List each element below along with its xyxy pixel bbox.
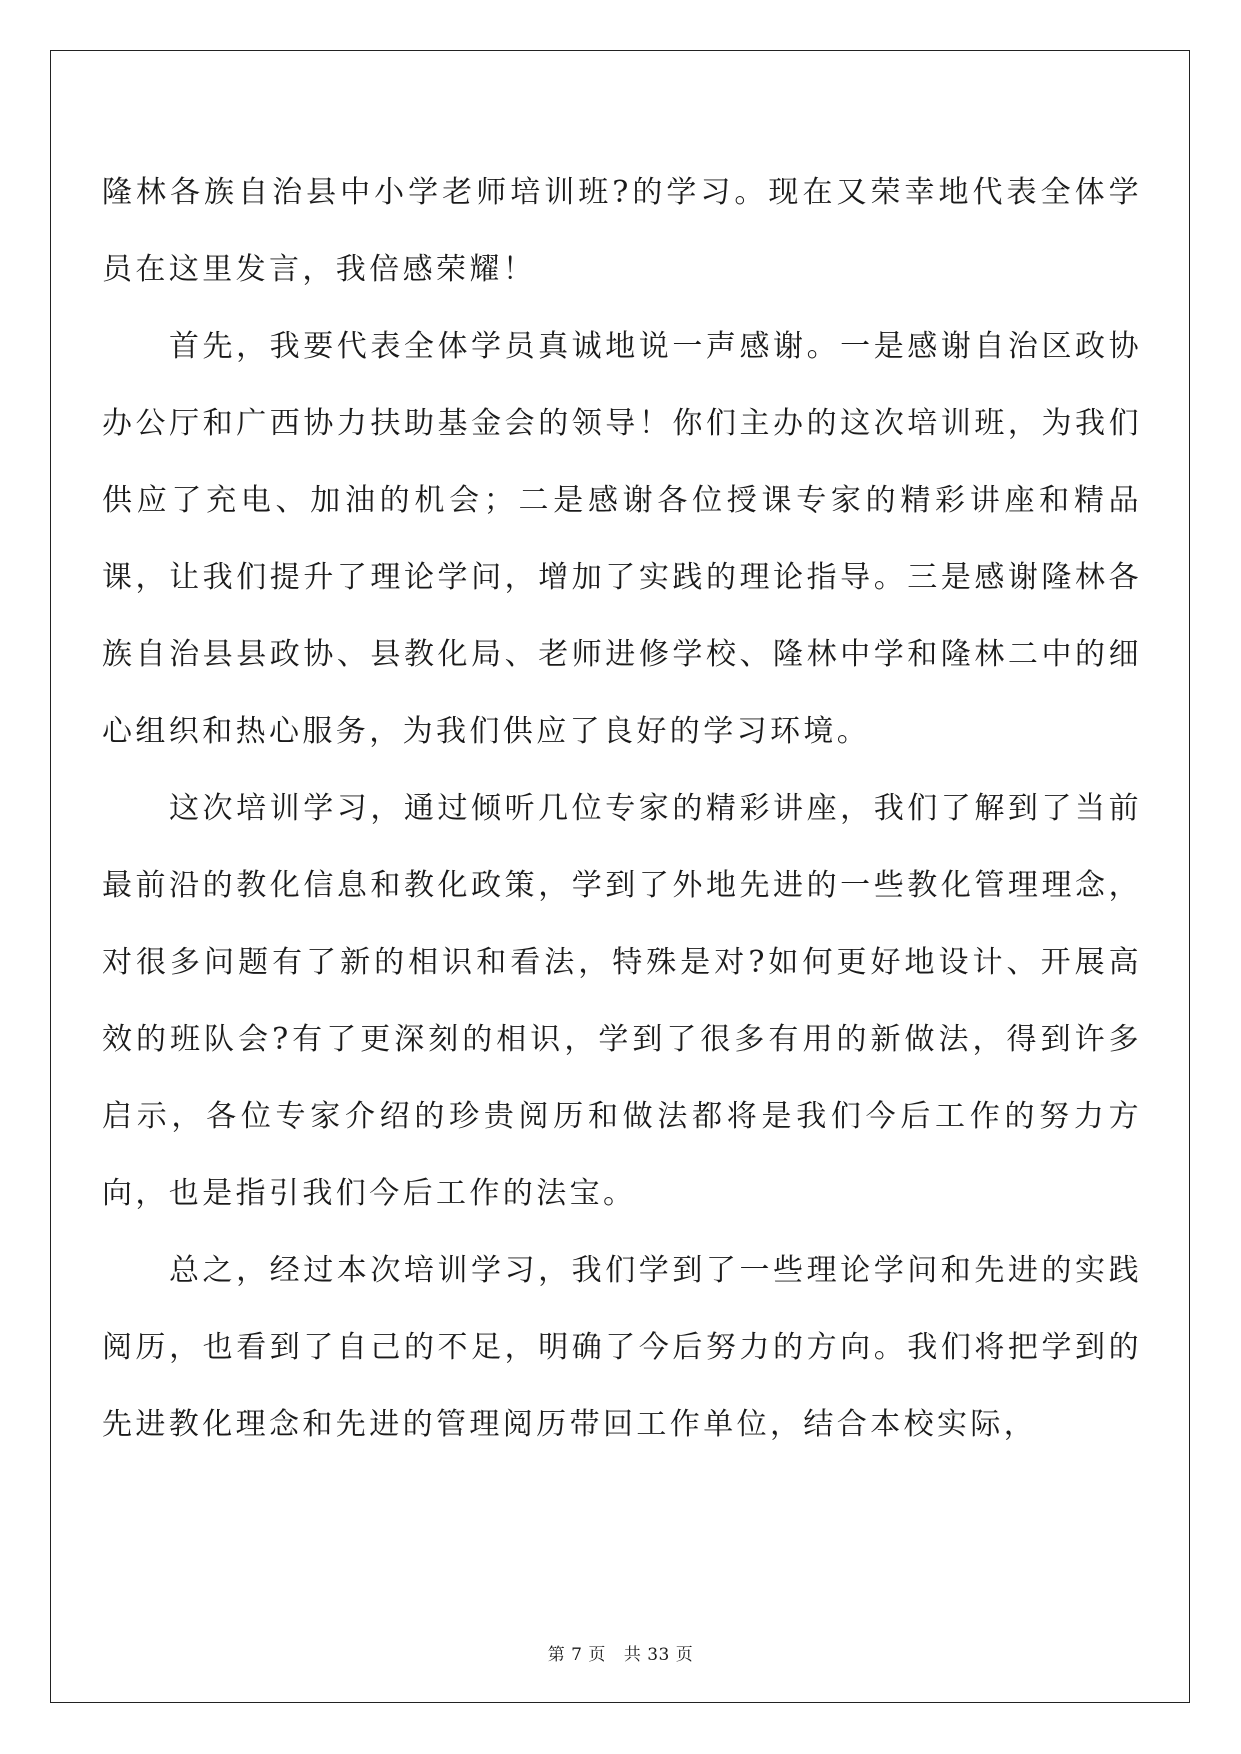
paragraph-training: 这次培训学习，通过倾听几位专家的精彩讲座，我们了解到了当前最前沿的教化信息和教化政策，学到了外地先进的一些教化管理理念，对很多问题有了新的相识和看法，特殊是对?如何更好地设计、开展高效的班队会?有了更深刻的相识，学到了很多有用的新做法，得到许多启示，各位专家介绍的珍贵阅历和做法都将是我们今后工作的努力方向，也是指引我们今后工作的法宝。: [102, 791, 1142, 1211]
document-body: [102, 154, 1142, 1463]
page-number: 第 7 页: [547, 1645, 606, 1665]
page-total: 共 33 页: [623, 1645, 694, 1665]
paragraph-summary: 总之，经过本次培训学习，我们学到了一些理论学问和先进的实践阅历，也看到了自己的不足，明确了今后努力的方向。我们将把学到的先进教化理念和先进的管理阅历带回工作单位，结合本校实际，: [102, 1253, 1142, 1442]
page-footer: [0, 1640, 1241, 1665]
paragraph-thanks: 首先，我要代表全体学员真诚地说一声感谢。一是感谢自治区政协办公厅和广西协力扶助基金会的领导！你们主办的这次培训班，为我们供应了充电、加油的机会；二是感谢各位授课专家的精彩讲座和精品课，让我们提升了理论学问，增加了实践的理论指导。三是感谢隆林各族自治县县政协、县教化局、老师进修学校、隆林中学和隆林二中的细心组织和热心服务，为我们供应了良好的学习环境。: [102, 329, 1142, 749]
paragraph-continued: 隆林各族自治县中小学老师培训班?的学习。现在又荣幸地代表全体学员在这里发言，我倍感荣耀！: [102, 175, 1142, 287]
